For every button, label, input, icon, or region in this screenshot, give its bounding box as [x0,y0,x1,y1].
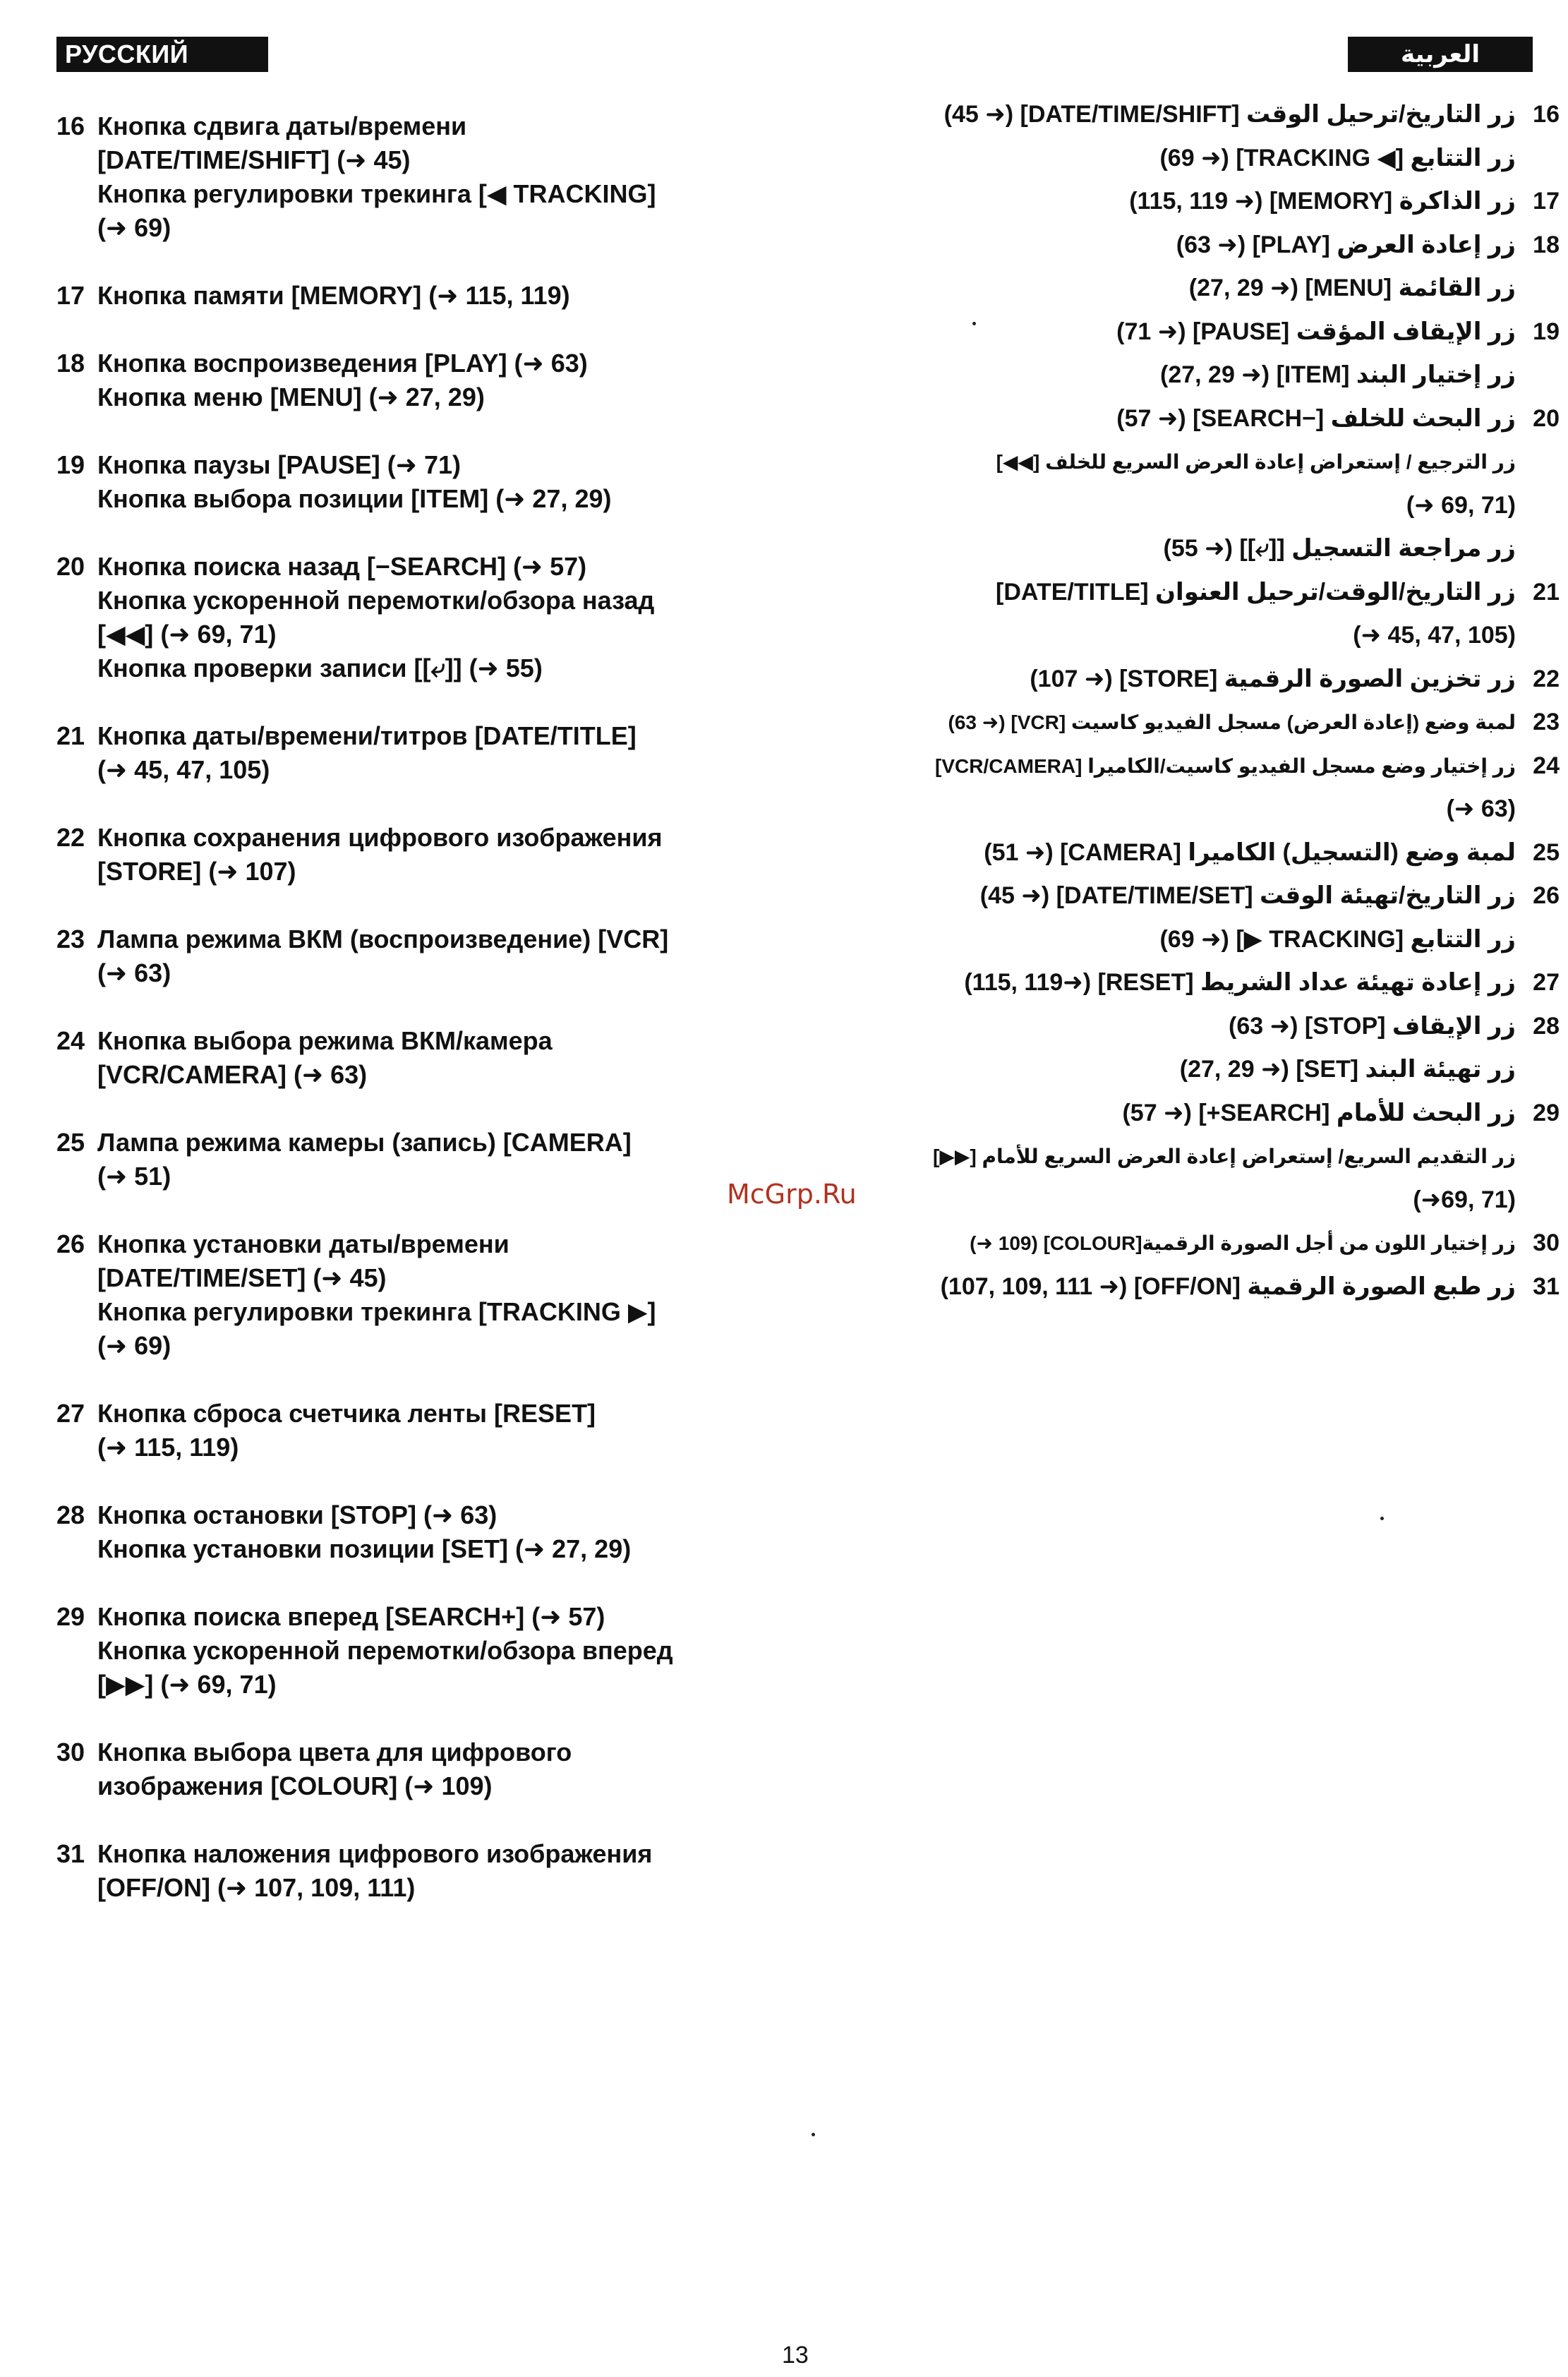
item-line: زر إختيار وضع مسجل الفيديو كاسيت/الكاميرا [VCR/CAMERA] [934,754,1516,777]
item-line: (➜ 69, 71) [1406,491,1516,519]
item-number: 31 [1533,1272,1560,1300]
item-line: Кнопка паузы [PAUSE] (➜ 71) [97,450,461,479]
item-number: 27 [1533,969,1560,996]
item-line: زر التاريخ/ترحيل الوقت [DATE/TIME/SHIFT] (➜ 45) [943,101,1516,128]
item-description [97,448,748,516]
item-line: Кнопка установки позиции [SET] (➜ 27, 29) [97,1534,632,1563]
item-line: زر الإيقاف [STOP] (➜ 63) [1229,1012,1516,1040]
list-item [56,821,748,889]
item-line: Кнопка регулировки трекинга [TRACKING ▶] [97,1297,656,1326]
item-number: 24 [1533,752,1560,779]
item-number: 23 [56,925,85,953]
item-line: زر الترجيع / إستعراض إعادة العرض السريع للخلف [◀◀] [996,451,1516,473]
item-description [941,1265,1516,1309]
item-description [1180,1005,1516,1092]
list-item [56,109,748,245]
item-line: Кнопка установки даты/времени [97,1229,509,1258]
print-speck [1380,1517,1384,1520]
item-number: 22 [1533,665,1560,692]
list-item [847,874,1560,961]
item-description [97,719,748,787]
item-number: 18 [56,349,85,378]
watermark: McGrp.Ru [727,1179,857,1210]
item-line: [OFF/ON] (➜ 107, 109, 111) [97,1873,416,1902]
list-item [56,1735,748,1803]
item-line: [▶▶] (➜ 69, 71) [97,1670,277,1699]
item-line: (➜ 69) [97,213,171,242]
item-line: زر إعادة العرض [PLAY] (➜ 63) [1176,231,1516,258]
item-line: (➜ 63) [1446,795,1516,822]
item-line: Кнопка сохранения цифрового изображения [97,823,663,852]
list-item [847,571,1560,658]
item-line: Кнопка воспроизведения [PLAY] (➜ 63) [97,349,588,378]
item-description [97,1024,748,1092]
item-description [97,1498,748,1566]
item-number: 30 [1533,1229,1560,1256]
list-item [847,701,1560,745]
item-line: زر البحث للأمام [SEARCH+] (➜ 57) [1122,1099,1516,1126]
item-line: Кнопка сброса счетчика ленты [RESET] [97,1399,596,1428]
item-line: [VCR/CAMERA] (➜ 63) [97,1060,368,1089]
item-line: زر إختيار البند [ITEM] (➜ 27, 29) [1160,361,1516,388]
item-description [935,745,1516,831]
list-item [847,224,1560,311]
item-line: زر طبع الصورة الرقمية [OFF/ON] (➜ 107, 109, 111) [940,1272,1516,1300]
item-line: زر الذاكرة [MEMORY] (➜ 115, 119) [1129,188,1516,215]
item-line: (➜ 69) [97,1331,171,1360]
list-item [56,1397,748,1464]
item-line: Кнопка выбора цвета для цифрового [97,1738,572,1767]
russian-button-list [56,109,748,1939]
item-line: Кнопка ускоренной перемотки/обзора назад [97,586,655,615]
item-number: 28 [56,1500,85,1529]
item-number: 22 [56,823,85,852]
item-number: 23 [1533,709,1560,735]
item-description [944,93,1516,180]
item-number: 16 [1533,101,1560,128]
list-item [847,1265,1560,1309]
item-number: 25 [56,1128,85,1157]
item-line: изображения [COLOUR] (➜ 109) [97,1771,493,1800]
list-item [847,831,1560,875]
item-line: [DATE/TIME/SET] (➜ 45) [97,1263,387,1292]
item-number: 18 [1533,231,1560,258]
item-line: [DATE/TIME/SHIFT] (➜ 45) [97,145,411,174]
item-line: Кнопка меню [MENU] (➜ 27, 29) [97,383,485,411]
item-line: زر تخزين الصورة الرقمية [STORE] (➜ 107) [1030,665,1516,692]
item-description [948,701,1516,745]
list-item [56,347,748,414]
arabic-button-list [847,93,1560,1308]
list-item [56,550,748,685]
item-line: (➜ 115, 119) [97,1433,239,1462]
item-line: زر البحث للخلف [−SEARCH] (➜ 57) [1116,404,1516,432]
item-number: 25 [1533,838,1560,866]
item-description [97,347,748,414]
list-item [56,1227,748,1363]
item-line: [◀◀] (➜ 69, 71) [97,620,277,649]
item-line: Кнопка ускоренной перемотки/обзора вперед [97,1636,673,1665]
list-item [56,1126,748,1193]
item-line: زر إختيار اللون من أجل الصورة الرقمية[COLOUR] (109 ➜) [970,1232,1516,1254]
item-line: Лампа режима камеры (запись) [CAMERA] [97,1128,632,1157]
item-description [97,109,748,245]
item-description [97,1126,748,1193]
item-line: Кнопка регулировки трекинга [◀ TRACKING] [97,179,656,208]
list-item [56,1024,748,1092]
item-line: (➜ 51) [97,1162,171,1191]
item-line: Лампа режима ВКМ (воспроизведение) [VCR] [97,925,669,953]
list-item [56,1498,748,1566]
item-line: زر التتابع [◀ TRACKING] (➜ 69) [1159,144,1516,171]
list-item [847,311,1560,397]
item-line: Кнопка сдвига даты/времени [97,112,467,140]
item-number: 30 [56,1738,85,1767]
list-item [847,93,1560,180]
item-line: Кнопка поиска вперед [SEARCH+] (➜ 57) [97,1602,605,1631]
list-item [56,448,748,516]
list-item [847,1005,1560,1092]
print-speck [972,322,976,325]
list-item [847,658,1560,702]
item-line: زر التتابع [TRACKING ▶] (➜ 69) [1159,925,1516,953]
item-line: Кнопка проверки записи [[⤶]] (➜ 55) [97,654,543,682]
item-line: زر التاريخ/تهيئة الوقت [DATE/TIME/SET] (➜ 45) [979,882,1516,909]
item-line: زر التقديم السريع/ إستعراض إعادة العرض السريع للأمام [▶▶] [933,1145,1516,1167]
list-item [847,1092,1560,1222]
item-description [970,1222,1516,1265]
item-line: Кнопка поиска назад [−SEARCH] (➜ 57) [97,552,587,581]
item-number: 26 [1533,882,1560,909]
item-description [97,550,748,685]
list-item [847,1222,1560,1265]
item-description [97,1397,748,1464]
list-item [847,180,1560,224]
item-description [97,1227,748,1363]
item-number: 17 [56,281,85,310]
item-line: زر تهيئة البند [SET] (➜ 27, 29) [1179,1056,1516,1083]
item-description [97,1600,748,1702]
list-item [56,922,748,990]
item-description [1116,311,1516,397]
item-line: Кнопка выбора позиции [ITEM] (➜ 27, 29) [97,484,612,513]
item-description [97,279,748,313]
item-number: 28 [1533,1012,1560,1040]
item-description [933,1092,1516,1222]
item-description [97,922,748,990]
list-item [847,961,1560,1005]
item-description [1030,658,1516,702]
item-description [97,1837,748,1905]
item-number: 19 [1533,318,1560,345]
item-line: زر القائمة [MENU] (➜ 27, 29) [1188,275,1516,301]
item-line: Кнопка выбора режима ВКМ/камера [97,1026,553,1055]
item-description [984,831,1516,875]
item-line: (➜ 45, 47, 105) [1353,622,1516,649]
item-description [996,571,1516,658]
item-description [1129,180,1516,224]
item-number: 19 [56,450,85,479]
item-number: 21 [1533,578,1560,606]
list-item [847,397,1560,571]
item-line: زر إعادة تهيئة عداد الشريط [RESET] (➜115, 119) [964,969,1516,996]
item-number: 29 [1533,1099,1560,1126]
item-description [996,397,1516,571]
list-item [56,719,748,787]
list-item [56,279,748,313]
item-number: 26 [56,1229,85,1258]
item-line: Кнопка памяти [MEMORY] (➜ 115, 119) [97,281,570,310]
item-description [980,874,1516,961]
item-number: 29 [56,1602,85,1631]
item-number: 20 [56,552,85,581]
language-badge-russian: РУССКИЙ ЯЗЫК [56,37,268,72]
item-number: 20 [1533,404,1560,432]
item-number: 24 [56,1026,85,1055]
item-number: 27 [56,1399,85,1428]
item-number: 16 [56,112,85,140]
item-line: زر مراجعة التسجيل [[⤶]] (➜ 55) [1163,535,1516,562]
item-line: Кнопка наложения цифрового изображения [97,1839,653,1868]
item-description [964,961,1516,1005]
item-number: 31 [56,1839,85,1868]
item-line: لمبة وضع (إعادة العرض) مسجل الفيديو كاسيت [VCR] (➜ 63) [948,711,1516,733]
page-number: 13 [782,2342,809,2369]
item-line: لمبة وضع (التسجيل) الكاميرا [CAMERA] (➜ 51) [984,838,1516,866]
item-line: (➜ 45, 47, 105) [97,755,270,784]
item-description [97,1735,748,1803]
item-line: زر الإيقاف المؤقت [PAUSE] (➜ 71) [1116,318,1516,345]
list-item [847,745,1560,831]
item-line: (➜ 63) [97,958,171,987]
item-line: Кнопка даты/времени/титров [DATE/TITLE] [97,721,637,750]
item-number: 21 [56,721,85,750]
item-number: 17 [1533,188,1560,215]
item-line: [STORE] (➜ 107) [97,857,296,886]
list-item [56,1837,748,1905]
item-description [97,821,748,889]
print-speck [812,2133,815,2136]
item-line: زر التاريخ/الوقت/ترحيل العنوان [DATE/TITLE] [996,578,1516,606]
list-item [56,1600,748,1702]
item-line: Кнопка остановки [STOP] (➜ 63) [97,1500,497,1529]
language-badge-arabic: العربية [1348,37,1533,72]
item-line: (➜69, 71) [1413,1186,1516,1213]
item-description [1176,224,1516,311]
